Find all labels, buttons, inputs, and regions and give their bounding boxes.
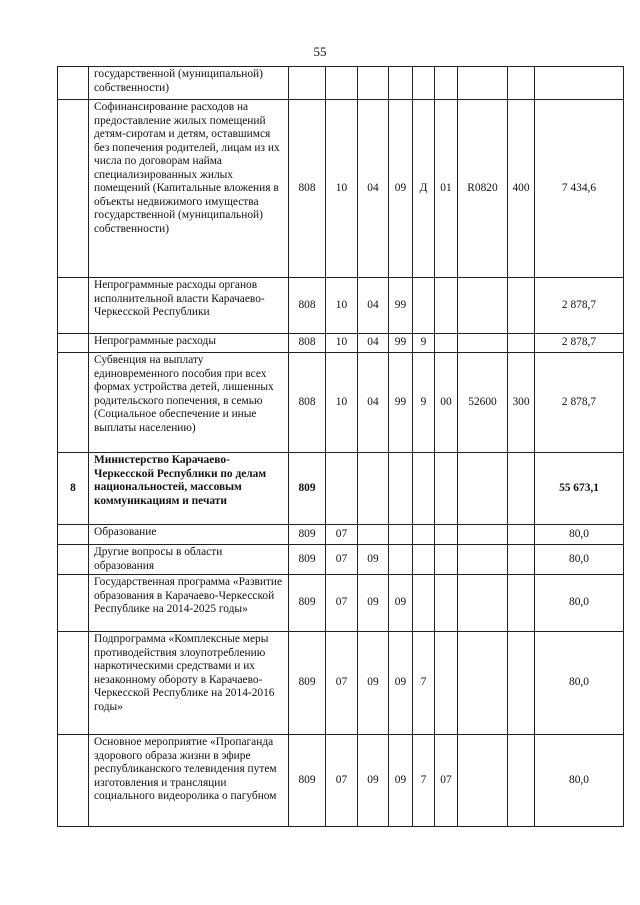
table-row bbox=[58, 545, 624, 575]
cell-num bbox=[58, 545, 89, 575]
cell-c7 bbox=[458, 735, 508, 827]
cell-num bbox=[58, 334, 89, 353]
cell-c5: 9 bbox=[413, 334, 435, 353]
cell-c2 bbox=[326, 67, 358, 100]
cell-sum: 2 878,7 bbox=[535, 334, 624, 353]
cell-c7 bbox=[458, 525, 508, 545]
table-row bbox=[58, 278, 624, 334]
cell-c8 bbox=[508, 632, 535, 735]
cell-c5: 9 bbox=[413, 353, 435, 453]
table-row bbox=[58, 525, 624, 545]
cell-num bbox=[58, 575, 89, 632]
cell-name: Непрограммные расходы bbox=[89, 334, 289, 353]
cell-c5: 7 bbox=[413, 735, 435, 827]
cell-c5 bbox=[413, 278, 435, 334]
cell-c8 bbox=[508, 67, 535, 100]
cell-c3: 09 bbox=[358, 632, 389, 735]
cell-c4: 09 bbox=[389, 735, 413, 827]
cell-c5 bbox=[413, 453, 435, 525]
cell-c8: 400 bbox=[508, 100, 535, 278]
cell-num: 8 bbox=[58, 453, 89, 525]
cell-c6 bbox=[435, 278, 458, 334]
cell-c5 bbox=[413, 575, 435, 632]
cell-c6 bbox=[435, 334, 458, 353]
cell-name: Непрограммные расходы органов исполнительной власти Карачаево-Черкесской Республики bbox=[89, 278, 289, 334]
cell-num bbox=[58, 67, 89, 100]
cell-c6 bbox=[435, 545, 458, 575]
table-row bbox=[58, 632, 624, 735]
cell-c6 bbox=[435, 632, 458, 735]
cell-sum: 80,0 bbox=[535, 525, 624, 545]
cell-c2: 07 bbox=[326, 575, 358, 632]
cell-c1 bbox=[289, 67, 326, 100]
cell-c8 bbox=[508, 735, 535, 827]
cell-c3: 04 bbox=[358, 334, 389, 353]
cell-c7 bbox=[458, 453, 508, 525]
cell-c5: Д bbox=[413, 100, 435, 278]
cell-c2: 07 bbox=[326, 735, 358, 827]
cell-c2: 10 bbox=[326, 334, 358, 353]
cell-c1: 809 bbox=[289, 735, 326, 827]
cell-c1: 809 bbox=[289, 545, 326, 575]
cell-c3: 09 bbox=[358, 575, 389, 632]
cell-num bbox=[58, 735, 89, 827]
cell-c8 bbox=[508, 453, 535, 525]
cell-c3 bbox=[358, 67, 389, 100]
cell-num bbox=[58, 353, 89, 453]
cell-name: Подпрограмма «Комплексные меры противодействия злоупотреблению наркотическими средствами и их незаконному обороту в Карачаево-Черкесской Республике на 2014-2016 годы» bbox=[89, 632, 289, 735]
cell-c1: 809 bbox=[289, 575, 326, 632]
cell-c1: 809 bbox=[289, 453, 326, 525]
cell-c4: 09 bbox=[389, 632, 413, 735]
cell-c4: 99 bbox=[389, 334, 413, 353]
cell-c7 bbox=[458, 545, 508, 575]
cell-c4: 09 bbox=[389, 100, 413, 278]
cell-c6 bbox=[435, 525, 458, 545]
cell-sum: 7 434,6 bbox=[535, 100, 624, 278]
cell-c7: R0820 bbox=[458, 100, 508, 278]
cell-c4 bbox=[389, 525, 413, 545]
cell-sum: 80,0 bbox=[535, 545, 624, 575]
cell-c1: 808 bbox=[289, 278, 326, 334]
cell-c3: 04 bbox=[358, 278, 389, 334]
cell-c5 bbox=[413, 525, 435, 545]
cell-c8 bbox=[508, 334, 535, 353]
cell-c2: 07 bbox=[326, 545, 358, 575]
cell-c2: 07 bbox=[326, 525, 358, 545]
page-number: 55 bbox=[313, 44, 327, 59]
cell-name: Государственная программа «Развитие образования в Карачаево-Черкесской Республике на 2014-2025 годы» bbox=[89, 575, 289, 632]
cell-c8 bbox=[508, 525, 535, 545]
cell-c5: 7 bbox=[413, 632, 435, 735]
cell-c7 bbox=[458, 278, 508, 334]
cell-c4: 99 bbox=[389, 278, 413, 334]
cell-name: Софинансирование расходов на предоставление жилых помещений детям-сиротам и детям, оставшимся без попечения родителей, лицам из их числа по договорам найма специализированных жилых помещений (Капитальные вложения в объекты недвижимого имущества государственной (муниципальной) собственности) bbox=[89, 100, 289, 278]
table-row bbox=[58, 453, 624, 525]
cell-c8 bbox=[508, 575, 535, 632]
cell-name: государственной (муниципальной) собственности) bbox=[89, 67, 289, 100]
cell-c8 bbox=[508, 278, 535, 334]
cell-c1: 808 bbox=[289, 353, 326, 453]
cell-name: Основное мероприятие «Пропаганда здорового образа жизни в эфире республиканского телевидения путем изготовления и трансляции социального видеоролика о пагубном bbox=[89, 735, 289, 827]
cell-sum: 2 878,7 bbox=[535, 353, 624, 453]
cell-c2: 10 bbox=[326, 278, 358, 334]
cell-c6: 00 bbox=[435, 353, 458, 453]
cell-name: Другие вопросы в области образования bbox=[89, 545, 289, 575]
cell-c8: 300 bbox=[508, 353, 535, 453]
table-row bbox=[58, 575, 624, 632]
cell-c6 bbox=[435, 67, 458, 100]
cell-c6 bbox=[435, 453, 458, 525]
cell-c2: 07 bbox=[326, 632, 358, 735]
cell-c1: 809 bbox=[289, 525, 326, 545]
cell-c6 bbox=[435, 575, 458, 632]
cell-c4: 09 bbox=[389, 575, 413, 632]
cell-c6: 01 bbox=[435, 100, 458, 278]
cell-name: Министерство Карачаево-Черкесской Республики по делам национальностей, массовым коммуникациям и печати bbox=[89, 453, 289, 525]
table-row bbox=[58, 100, 624, 278]
budget-table bbox=[57, 66, 624, 827]
cell-c1: 809 bbox=[289, 632, 326, 735]
cell-sum: 55 673,1 bbox=[535, 453, 624, 525]
cell-c7 bbox=[458, 67, 508, 100]
budget-table-body bbox=[58, 67, 624, 827]
cell-name: Субвенция на выплату единовременного пособия при всех формах устройства детей, лишенных родительского попечения, в семью (Социальное обеспечение и иные выплаты населению) bbox=[89, 353, 289, 453]
cell-c7 bbox=[458, 334, 508, 353]
table-row bbox=[58, 334, 624, 353]
cell-c1: 808 bbox=[289, 100, 326, 278]
cell-num bbox=[58, 632, 89, 735]
cell-c3: 04 bbox=[358, 100, 389, 278]
cell-sum bbox=[535, 67, 624, 100]
cell-c6: 07 bbox=[435, 735, 458, 827]
cell-c3 bbox=[358, 453, 389, 525]
cell-c7 bbox=[458, 632, 508, 735]
cell-c5 bbox=[413, 67, 435, 100]
cell-num bbox=[58, 100, 89, 278]
cell-sum: 80,0 bbox=[535, 735, 624, 827]
cell-name: Образование bbox=[89, 525, 289, 545]
cell-num bbox=[58, 525, 89, 545]
cell-c4 bbox=[389, 453, 413, 525]
cell-c2: 10 bbox=[326, 100, 358, 278]
table-row bbox=[58, 735, 624, 827]
cell-c2: 10 bbox=[326, 353, 358, 453]
cell-c4: 99 bbox=[389, 353, 413, 453]
cell-c7 bbox=[458, 575, 508, 632]
cell-c1: 808 bbox=[289, 334, 326, 353]
table-row bbox=[58, 353, 624, 453]
cell-sum: 2 878,7 bbox=[535, 278, 624, 334]
cell-c2 bbox=[326, 453, 358, 525]
table-row bbox=[58, 67, 624, 100]
cell-c4 bbox=[389, 67, 413, 100]
cell-c3 bbox=[358, 525, 389, 545]
cell-c3: 09 bbox=[358, 735, 389, 827]
cell-sum: 80,0 bbox=[535, 632, 624, 735]
cell-c3: 04 bbox=[358, 353, 389, 453]
cell-num bbox=[58, 278, 89, 334]
cell-sum: 80,0 bbox=[535, 575, 624, 632]
cell-c7: 52600 bbox=[458, 353, 508, 453]
cell-c4 bbox=[389, 545, 413, 575]
cell-c3: 09 bbox=[358, 545, 389, 575]
cell-c5 bbox=[413, 545, 435, 575]
cell-c8 bbox=[508, 545, 535, 575]
